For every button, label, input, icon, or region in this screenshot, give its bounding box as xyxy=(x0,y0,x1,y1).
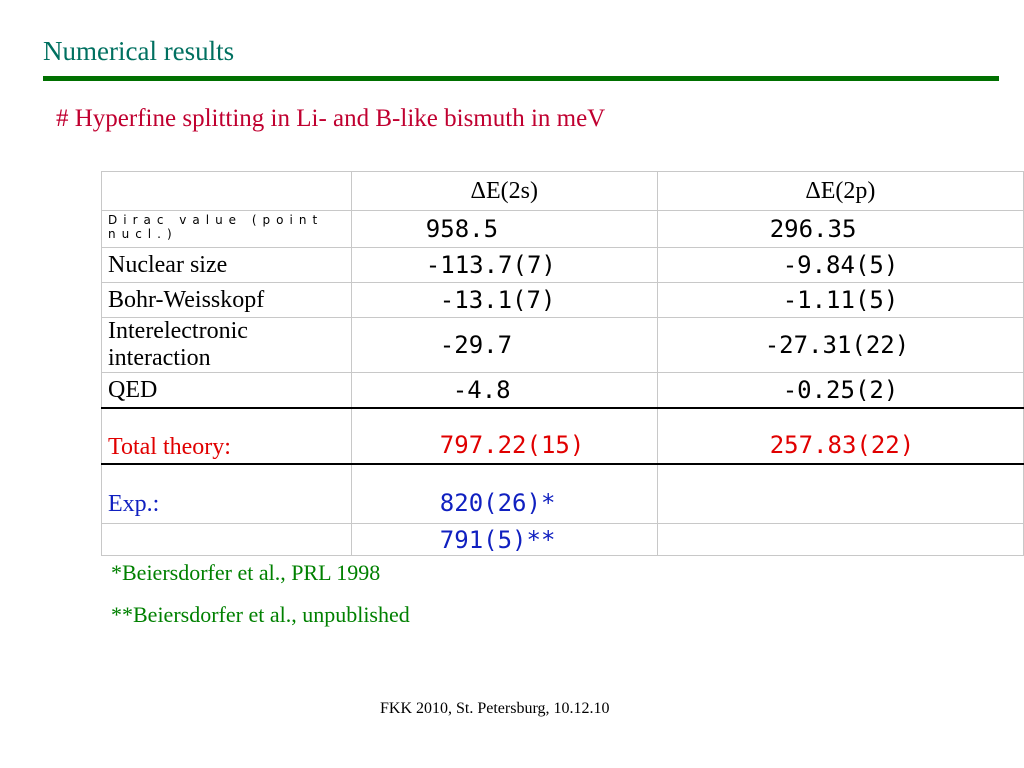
table-row xyxy=(102,211,1024,248)
experiment-e2s: 820(26)* xyxy=(351,464,657,524)
slide-title: Numerical results xyxy=(43,36,235,66)
slide-subtitle: # Hyperfine splitting in Li- and B-like bismuth in meV xyxy=(56,105,606,132)
header-e2p: ΔE(2p) xyxy=(657,172,1023,211)
header-empty-cell xyxy=(102,172,352,211)
value-e2s: -13.1(7) xyxy=(351,283,657,318)
row-label: QED xyxy=(102,373,352,409)
total-e2p: 257.83(22) xyxy=(657,408,1023,464)
experiment-row xyxy=(102,464,1024,524)
experiment-label xyxy=(102,524,352,556)
experiment-e2p xyxy=(657,524,1023,556)
row-label: Interelectronic interaction xyxy=(102,318,352,373)
header-e2s: ΔE(2s) xyxy=(351,172,657,211)
total-label: Total theory: xyxy=(102,408,352,464)
value-e2s: -29.7 xyxy=(351,318,657,373)
total-e2s: 797.22(15) xyxy=(351,408,657,464)
value-e2p: -0.25(2) xyxy=(657,373,1023,409)
value-e2p: -27.31(22) xyxy=(657,318,1023,373)
experiment-label: Exp.: xyxy=(102,464,352,524)
value-e2s: -113.7(7) xyxy=(351,248,657,283)
value-e2s: -4.8 xyxy=(351,373,657,409)
title-divider xyxy=(43,76,999,81)
table-row xyxy=(102,318,1024,373)
experiment-row xyxy=(102,524,1024,556)
footnote-2: **Beiersdorfer et al., unpublished xyxy=(111,602,410,627)
table-header-row xyxy=(102,172,1024,211)
value-e2p: -9.84(5) xyxy=(657,248,1023,283)
row-label: Bohr-Weisskopf xyxy=(102,283,352,318)
value-e2p: 296.35 xyxy=(657,211,1023,248)
table-row xyxy=(102,283,1024,318)
slide-footer: FKK 2010, St. Petersburg, 10.12.10 xyxy=(380,700,610,717)
experiment-e2p xyxy=(657,464,1023,524)
table-row xyxy=(102,373,1024,409)
total-theory-row xyxy=(102,408,1024,464)
experiment-e2s: 791(5)** xyxy=(351,524,657,556)
footnote-1: *Beiersdorfer et al., PRL 1998 xyxy=(111,560,381,585)
value-e2p: -1.11(5) xyxy=(657,283,1023,318)
results-table xyxy=(101,171,1024,556)
row-label: Dirac value (point nucl.) xyxy=(102,211,352,248)
value-e2s: 958.5 xyxy=(351,211,657,248)
row-label: Nuclear size xyxy=(102,248,352,283)
table-row xyxy=(102,248,1024,283)
